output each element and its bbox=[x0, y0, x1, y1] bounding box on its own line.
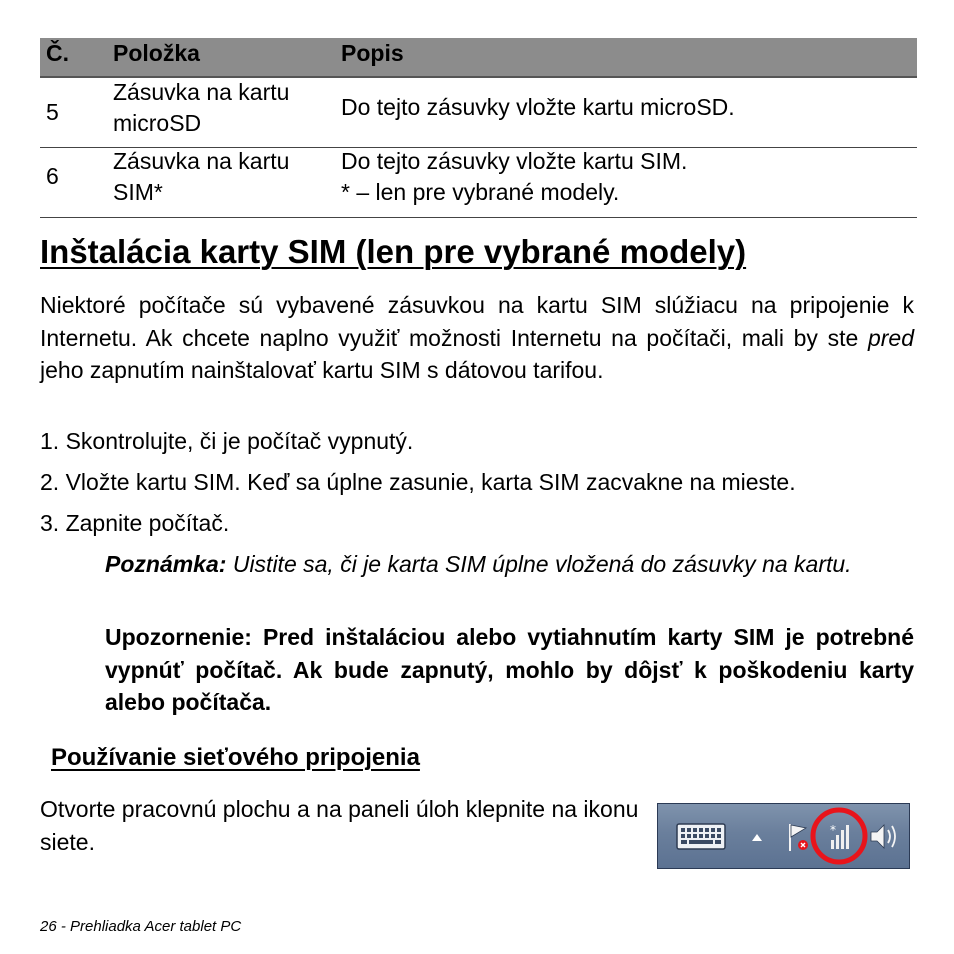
speaker-icon[interactable] bbox=[871, 825, 895, 848]
keyboard-icon[interactable] bbox=[677, 824, 725, 849]
header-description: Popis bbox=[341, 40, 404, 66]
row-number: 6 bbox=[46, 163, 59, 189]
section-title: Inštalácia karty SIM (len pre vybrané modely) bbox=[40, 233, 747, 270]
taskbar-icons bbox=[658, 804, 908, 867]
step-3: 3. Zapnite počítač. bbox=[40, 510, 230, 536]
svg-text:*: * bbox=[830, 823, 836, 837]
row-item: Zásuvka na kartu microSD bbox=[113, 79, 290, 136]
row-item: Zásuvka na kartu SIM* bbox=[113, 148, 290, 205]
header-item: Položka bbox=[113, 40, 200, 66]
page-footer: 26 - Prehliadka Acer tablet PC bbox=[40, 918, 242, 935]
note-label: Poznámka: bbox=[105, 551, 227, 577]
subsection-title: Používanie sieťového pripojenia bbox=[51, 744, 420, 771]
note: Poznámka: Uistite sa, či je karta SIM úplne vložená do zásuvky na kartu. bbox=[105, 551, 852, 577]
table-header bbox=[40, 38, 917, 78]
table-row bbox=[40, 148, 917, 218]
taskbar-screenshot bbox=[657, 803, 910, 869]
step-1: 1. Skontrolujte, či je počítač vypnutý. bbox=[40, 428, 414, 454]
network-paragraph: Otvorte pracovnú plochu a na paneli úloh klepnite na ikonu siete. bbox=[40, 796, 639, 855]
table-row bbox=[40, 78, 917, 148]
step-2: 2. Vložte kartu SIM. Keď sa úplne zasunie, karta SIM zacvakne na mieste. bbox=[40, 469, 796, 495]
row-number: 5 bbox=[46, 99, 59, 125]
row-description: Do tejto zásuvky vložte kartu microSD. bbox=[341, 94, 735, 120]
header-number: Č. bbox=[46, 40, 69, 66]
warning: Upozornenie: Pred inštaláciou alebo vytiahnutím karty SIM je potrebné vypnúť počítač. Ak bude zapnutý, mohlo by dôjsť k poškodeniu karty alebo počítača. bbox=[105, 624, 914, 715]
flag-icon[interactable] bbox=[789, 824, 808, 851]
up-arrow-icon[interactable] bbox=[752, 834, 762, 841]
row-description: Do tejto zásuvky vložte kartu SIM. * – len pre vybrané modely. bbox=[341, 148, 688, 205]
intro-paragraph: Niektoré počítače sú vybavené zásuvkou na kartu SIM slúžiacu na pripojenie k Internetu. Ak chcete naplno využiť možnosti Internetu na počítači, mali by ste pred jeho zapnutím nainštalovať kartu SIM s dátovou tarifou. bbox=[40, 292, 914, 383]
network-signal-icon[interactable] bbox=[830, 823, 849, 849]
